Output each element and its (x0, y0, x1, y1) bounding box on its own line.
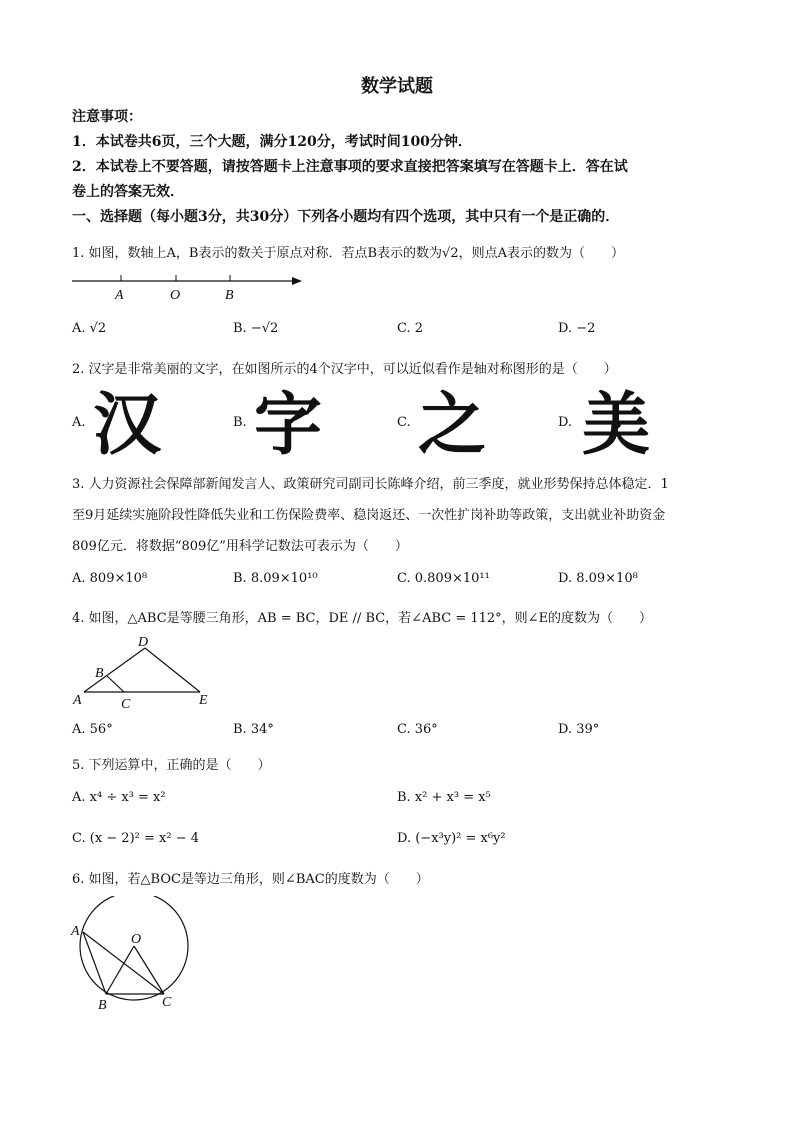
triangle-figure (70, 632, 220, 712)
label-b: B (98, 998, 107, 1013)
q3-option-a: A. 809×10⁸ (72, 571, 148, 586)
notice-item-2-cont: 卷上的答案无效． (72, 184, 184, 200)
q2-option-d: D. (558, 415, 573, 430)
label-a: A (115, 288, 124, 303)
label-b: B (95, 666, 104, 681)
question-3-line-1: 3. 人力资源社会保障部新闻发言人、政策研究司副司长陈峰介绍，前三季度，就业形势保持总体稳定．1 (72, 477, 669, 492)
q5-option-b: B. x² + x³ = x⁵ (397, 790, 491, 805)
q4-option-c: C. 36° (397, 722, 438, 737)
notice-item-2: 2．本试卷上不要答题，请按答题卡上注意事项的要求直接把答案填写在答题卡上．答在试 (72, 159, 628, 175)
segment-de (145, 648, 200, 692)
segment-ad (84, 648, 145, 692)
question-4: 4. 如图，△ABC是等腰三角形，AB = BC，DE // BC，若∠ABC = 112°，则∠E的度数为（ ） (72, 611, 653, 626)
q5-option-d: D. (−x³y)² = x⁶y² (397, 831, 506, 846)
q2-option-a: A. (72, 415, 86, 430)
question-5: 5. 下列运算中，正确的是（ ） (72, 758, 271, 773)
question-3-line-3: 809亿元．将数据“809亿”用科学记数法可表示为（ ） (72, 539, 408, 554)
q4-option-a: A. 56° (72, 722, 113, 737)
q2-char-mei: 美 (582, 386, 651, 465)
page-title: 数学试题 (361, 76, 433, 97)
circle (80, 896, 188, 1000)
q3-option-d: D. 8.09×10⁸ (558, 571, 638, 586)
label-a: A (71, 924, 80, 939)
q2-char-zhi: 之 (418, 386, 487, 465)
number-line-figure (70, 266, 310, 306)
label-b: B (225, 288, 234, 303)
q2-char-zi: 字 (254, 386, 323, 465)
label-c: C (121, 697, 131, 712)
q2-option-c: C. (397, 415, 411, 430)
q1-option-b: B. −√2 (233, 321, 279, 336)
segment-bc (107, 676, 124, 692)
q1-option-a: A. √2 (72, 321, 107, 336)
notice-heading: 注意事项： (72, 109, 142, 125)
number-line-arrow (292, 277, 302, 285)
label-e: E (199, 693, 208, 708)
label-o: O (131, 932, 142, 947)
label-c: C (162, 995, 172, 1010)
circle-figure (68, 896, 198, 1016)
label-a: A (73, 693, 82, 708)
q3-option-c: C. 0.809×10¹¹ (397, 571, 490, 586)
question-6: 6. 如图，若△BOC是等边三角形，则∠BAC的度数为（ ） (72, 872, 429, 887)
label-o: O (170, 288, 181, 303)
label-d: D (138, 635, 149, 650)
segment-oc (134, 946, 164, 994)
question-1: 1. 如图，数轴上A，B表示的数关于原点对称．若点B表示的数为√2，则点A表示的数为（ ） (72, 246, 624, 261)
q4-option-b: B. 34° (233, 722, 274, 737)
q5-option-c: C. (x − 2)² = x² − 4 (72, 831, 199, 846)
q5-option-a: A. x⁴ ÷ x³ = x² (72, 790, 166, 805)
q1-option-d: D. −2 (558, 321, 596, 336)
section-heading: 一、选择题（每小题3分，共30分）下列各小题均有四个选项，其中只有一个是正确的． (72, 209, 620, 225)
q2-char-han: 汉 (93, 386, 162, 465)
notice-item-1: 1．本试卷共6页，三个大题，满分120分，考试时间100分钟． (72, 134, 472, 150)
question-3-line-2: 至9月延续实施阶段性降低失业和工伤保险费率、稳岗返还、一次性扩岗补助等政策，支出就业补助资金 (72, 508, 666, 523)
question-2: 2. 汉字是非常美丽的文字，在如图所示的4个汉字中，可以近似看作是轴对称图形的是（ ） (72, 362, 617, 377)
q2-option-b: B. (233, 415, 247, 430)
q3-option-b: B. 8.09×10¹⁰ (233, 571, 318, 586)
q1-option-c: C. 2 (397, 321, 424, 336)
q4-option-d: D. 39° (558, 722, 600, 737)
